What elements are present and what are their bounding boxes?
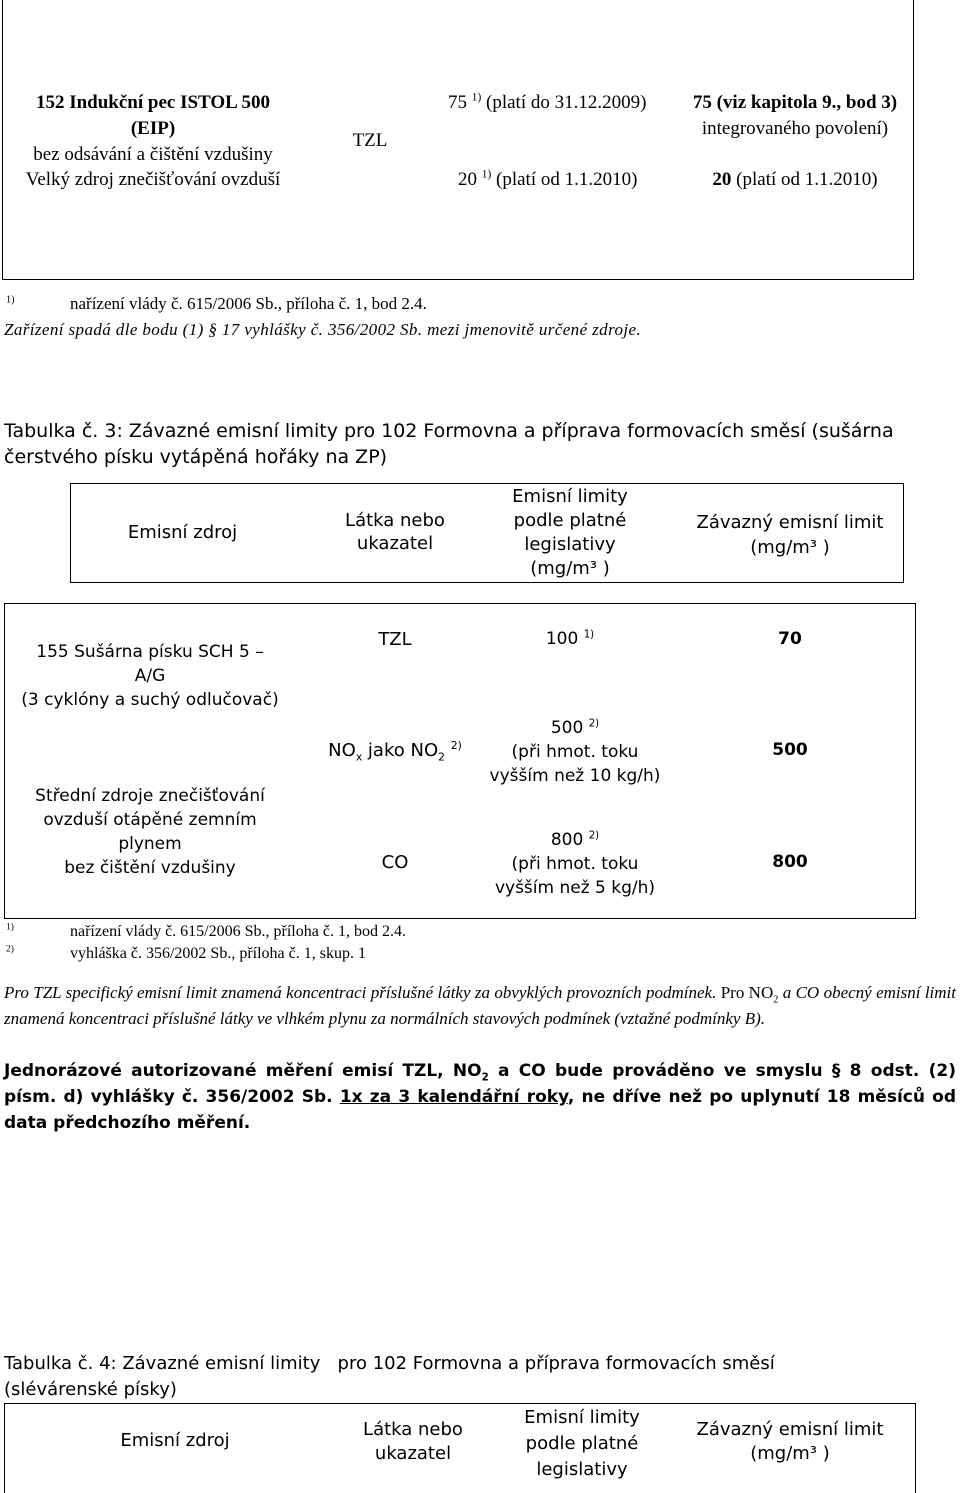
header-line: Emisní limity xyxy=(512,486,628,507)
limit-note: vyšším než 10 kg/h) xyxy=(489,766,661,786)
table2-limit2 xyxy=(458,169,637,191)
table3-header-substance xyxy=(320,510,470,554)
table2-source-category: Velký zdroj znečišťování ovzduší xyxy=(25,169,281,190)
table2-substance: TZL xyxy=(352,130,388,151)
substance-subscript: x xyxy=(355,750,363,764)
limit-value: 500 xyxy=(550,718,584,738)
substance-name: jako NO xyxy=(362,740,439,761)
table3-row-co-limit xyxy=(480,828,670,900)
header-line: legislativy xyxy=(536,1459,628,1480)
header-line: ukazatel xyxy=(356,533,434,554)
note-part: a CO obecný emisní limit znamená koncentraci příslušné látky ve vlhkém plynu za normálních stavových podmínek (vztažné podmínky B). xyxy=(4,983,957,1028)
header-line: Látka nebo xyxy=(345,510,445,531)
header-line: Závazný emisní limit xyxy=(696,1419,884,1440)
table3-row-nox-limit xyxy=(480,716,670,788)
table2-source-name: 152 Indukční pec ISTOL 500 xyxy=(35,92,271,113)
source-name: A/G xyxy=(134,666,166,686)
table3-italic-paragraph xyxy=(4,980,956,1032)
footnote-ref: 2) xyxy=(588,830,600,842)
header-line: podle platné xyxy=(525,1433,639,1454)
measure-part: a CO bude prováděno ve smyslu § 8 odst. (2) písm. d) vyhlášky č. 356/2002 Sb. xyxy=(4,1061,956,1107)
source-category: Střední zdroje znečišťování xyxy=(35,786,265,806)
table3-row-co-substance: CO xyxy=(381,852,409,873)
table3-footnote-1-text: nařízení vlády č. 615/2006 Sb., příloha č. 1, bod 2.4. xyxy=(70,923,406,940)
table3-caption-line2: čerstvého písku vytápěná hořáky na ZP) xyxy=(4,446,388,468)
source-name: 155 Sušárna písku SCH 5 – xyxy=(36,642,264,662)
limit-note: (při hmot. toku xyxy=(511,854,639,874)
footnote-ref: 2) xyxy=(450,739,462,752)
measure-part: Jednorázové autorizované měření emisí TZL, NO xyxy=(4,1061,482,1081)
table2-binding2-value: 20 xyxy=(712,169,732,190)
measure-frequency: 1x za 3 kalendářní roky xyxy=(339,1087,568,1107)
table2-binding2-note: (platí od 1.1.2010) xyxy=(736,169,878,190)
table4-header-binding xyxy=(680,1418,900,1466)
source-desc: (3 cyklóny a suchý odlučovač) xyxy=(21,690,279,710)
table2-binding-line2: integrovaného povolení) xyxy=(701,118,889,139)
footnote-mark: 1) xyxy=(6,921,14,933)
header-line: podle platné xyxy=(513,510,627,531)
measure-part: , ne dříve než po uplynutí 18 měsíců od data předchozího měření. xyxy=(4,1087,956,1133)
footnote-mark: 1) xyxy=(6,294,15,306)
table2-limit1-note: (platí do 31.12.2009) xyxy=(486,92,647,113)
table3-source xyxy=(10,640,290,880)
table3-row-co-binding: 800 xyxy=(772,852,808,872)
table3-row-tzl-limit xyxy=(490,629,650,649)
limit-note: (při hmot. toku xyxy=(511,742,639,762)
table3-row-nox-binding: 500 xyxy=(772,740,808,760)
table3-footnote-2 xyxy=(6,945,14,963)
header-line: Závazný emisní limit xyxy=(696,512,884,533)
substance-name: NO xyxy=(328,740,356,761)
table3-footnote-1 xyxy=(6,923,14,941)
footnote-ref: 1) xyxy=(481,168,492,181)
table2-binding-line1 xyxy=(670,92,920,114)
measure-subscript: 2 xyxy=(481,1072,489,1084)
table3-header-source: Emisní zdroj xyxy=(127,522,238,543)
source-category: bez čištění vzdušiny xyxy=(64,858,236,878)
italic-note: Zařízení spadá dle bodu (1) § 17 vyhlášky č. 356/2002 Sb. mezi jmenovitě určené zdroje. xyxy=(4,320,642,339)
limit-value: 100 xyxy=(545,629,579,649)
header-line: (mg/m³ ) xyxy=(750,537,830,558)
footnote-ref: 2) xyxy=(588,718,600,730)
table3-footnote-2-text: vyhláška č. 356/2002 Sb., příloha č. 1, skup. 1 xyxy=(70,945,366,962)
table3-header-binding xyxy=(680,510,900,560)
table4-header-limit xyxy=(502,1405,662,1483)
table3-row-nox-substance xyxy=(300,739,490,764)
footnote-ref: 1) xyxy=(583,629,595,641)
table2-source-code: (EIP) xyxy=(130,118,176,139)
header-line: legislativy xyxy=(524,534,616,555)
table2-limit2-value: 20 xyxy=(458,169,477,190)
table2-source-desc: bez odsávání a čištění vzdušiny xyxy=(33,144,273,165)
table2-limit1 xyxy=(448,92,646,114)
header-line: Emisní limity xyxy=(524,1407,640,1428)
header-line: Látka nebo xyxy=(363,1419,463,1440)
footnote-mark: 2) xyxy=(6,943,14,955)
header-line: (mg/m³ ) xyxy=(750,1443,830,1464)
table3-header-limit xyxy=(490,485,650,581)
table2-binding-text: 75 (viz kapitola 9., bod 3) xyxy=(692,92,898,113)
limit-note: vyšším než 5 kg/h) xyxy=(494,878,656,898)
substance-subscript: 2 xyxy=(438,750,445,764)
header-line: ukazatel xyxy=(374,1443,452,1464)
table2-binding-line3 xyxy=(670,169,920,191)
table4-header-source: Emisní zdroj xyxy=(120,1430,230,1451)
table4-header-substance xyxy=(338,1418,488,1466)
table3-row-tzl-substance: TZL xyxy=(378,629,412,650)
limit-value: 800 xyxy=(550,830,584,850)
header-line: (mg/m³ ) xyxy=(530,558,610,579)
table2-frame xyxy=(2,0,914,280)
table2-limit2-note: (platí od 1.1.2010) xyxy=(496,169,638,190)
table3-row-tzl-binding: 70 xyxy=(778,629,802,649)
measurement-paragraph xyxy=(4,1058,956,1136)
note-part: Pro NO xyxy=(716,983,774,1002)
note-subscript: 2 xyxy=(773,994,779,1006)
source-category: ovzduší otápěné zemním plynem xyxy=(43,810,257,854)
table4-caption-line1: Tabulka č. 4: Závazné emisní limity pro 102 Formovna a příprava formovacích směsí xyxy=(4,1353,775,1374)
footnote-1-text: nařízení vlády č. 615/2006 Sb., příloha č. 1, bod 2.4. xyxy=(70,294,427,313)
table2-limit1-value: 75 xyxy=(448,92,467,113)
table4-caption-line2: (slévárenské písky) xyxy=(4,1379,177,1400)
footnote-ref: 1) xyxy=(471,91,482,104)
note-part: Pro TZL specifický emisní limit znamená koncentraci příslušné látky za obvyklých provozních podmínek. xyxy=(4,983,717,1002)
table3-caption-line1: Tabulka č. 3: Závazné emisní limity pro 102 Formovna a příprava formovacích směsí (sušárna xyxy=(4,420,894,442)
footnote-1 xyxy=(6,294,15,314)
